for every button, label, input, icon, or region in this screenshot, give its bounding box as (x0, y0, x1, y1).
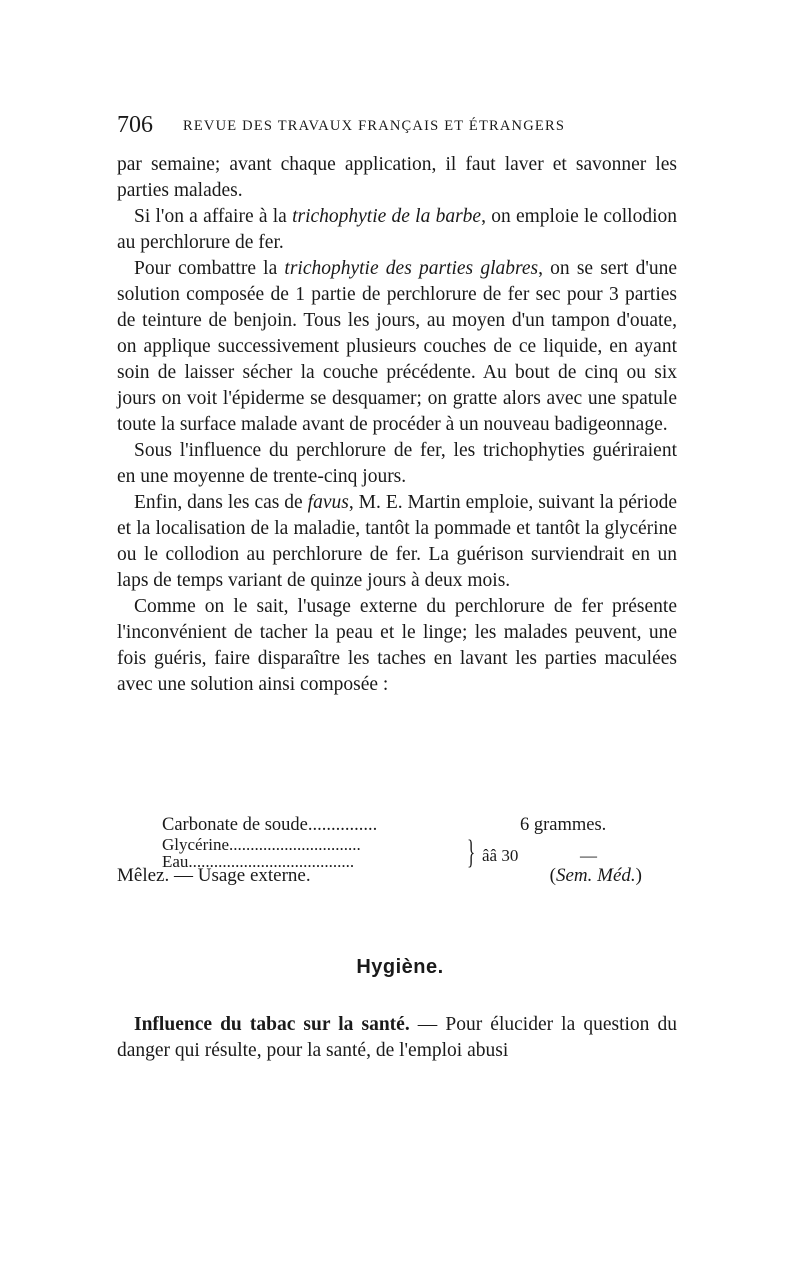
paragraph (117, 256, 677, 438)
recipe-row-glycerine (162, 836, 642, 853)
article-lead: Influence du tabac sur la santé. (134, 1014, 410, 1035)
paragraph-text: Si l'on a affaire à la (134, 206, 293, 227)
running-head (117, 112, 677, 142)
body-text (117, 152, 677, 698)
recipe-ingredient: Glycérine............................... (162, 835, 361, 854)
recipe-brace: } (467, 834, 476, 871)
paragraph-text: Enfin, dans les cas de (134, 492, 308, 513)
recipe-row-carbonate (162, 814, 642, 836)
italic-term: trichophytie des parties glabres (284, 258, 539, 279)
recipe-ingredient: Carbonate de soude............... (162, 815, 378, 835)
paragraph-text: Pour combattre la (134, 258, 285, 279)
section-heading: Hygiène. (356, 956, 444, 978)
paragraph-text: — Pour élucider la question du danger qui résulte, pour la santé, de l'emploi abusi (117, 1014, 677, 1061)
source-citation (550, 865, 642, 887)
paragraph-text: , on emploie le collodion au perchlorure de fer. (117, 206, 677, 253)
paragraph (117, 1012, 677, 1064)
paragraph-text: par semaine; avant chaque application, il faut laver et savonner les parties malades. (117, 154, 677, 201)
paragraph (117, 152, 677, 204)
citation-open-paren: ( (549, 865, 556, 886)
recipe-ingredient: Eau....................................... (162, 852, 355, 871)
italic-term: trichophytie de la barbe (292, 206, 482, 227)
recipe-ditto-dash: — (580, 846, 597, 865)
usage-instruction: Mêlez. — Usage externe. (117, 865, 311, 886)
page-number: 706 (117, 112, 153, 138)
citation-source: Sem. Méd. (556, 865, 636, 886)
paragraph (117, 490, 677, 594)
closing-paragraph (117, 1012, 677, 1064)
recipe-shared-quantity: ââ 30 (482, 846, 519, 865)
italic-term: favus (307, 492, 349, 513)
paragraph-text: Sous l'influence du perchlorure de fer, les trichophyties guériraient en une moyenne de trente-cinq jours. (117, 440, 677, 487)
running-title: REVUE DES TRAVAUX FRANÇAIS ET ÉTRANGERS (183, 118, 566, 134)
paragraph (117, 204, 677, 256)
paragraph-text: , M. E. Martin emploie, suivant la période et la localisation de la maladie, tantôt la pommade et tantôt la glycérine ou le collodion au perchlorure de fer. La guérison surviendrait en un laps de temps variant de quinze jours à deux mois. (117, 492, 677, 591)
paragraph-text: , on se sert d'une solution composée de 1 partie de perchlorure de fer sec pour 3 parties de teinture de benjoin. Tous les jours, au moyen d'un tampon d'ouate, on applique successivement plusieurs couches de ce liquide, en ayant soin de laisser sécher la couche précédente. Au bout de cinq ou six jours on voit l'épiderme se desquamer; on gratte alors avec une spatule toute la surface malade avant de procéder à un nouveau badigeonnage. (117, 258, 677, 435)
recipe-quantity: 6 grammes. (520, 815, 607, 835)
paragraph-text: Comme on le sait, l'usage externe du perchlorure de fer présente l'inconvénient de tacher la peau et le linge; les malades peuvent, une fois guéris, faire disparaître les taches en lavant les parties maculées avec une solution ainsi composée : (117, 596, 677, 695)
paragraph (117, 594, 677, 698)
paragraph (117, 438, 677, 490)
recipe (162, 814, 642, 870)
citation-close-paren: ) (635, 865, 642, 886)
